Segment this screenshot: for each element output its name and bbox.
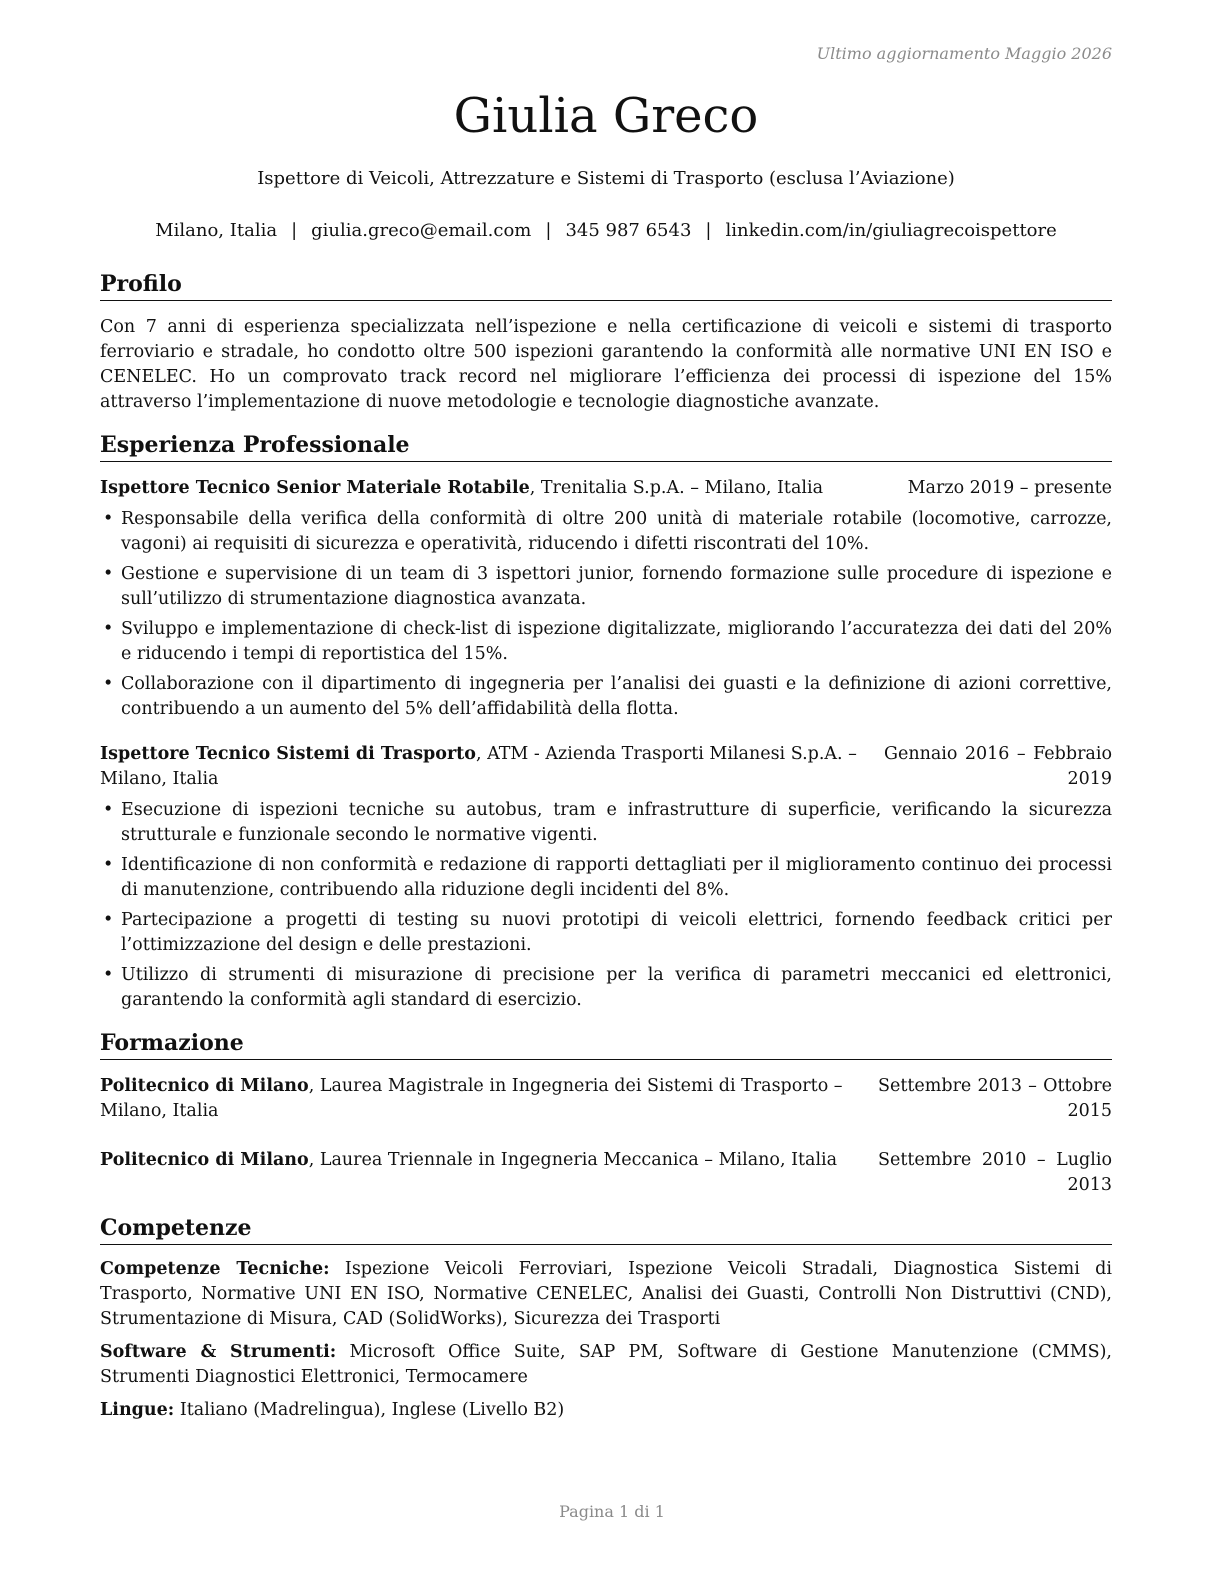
bullet-text: Collaborazione con il dipartimento di ingegneria per l’analisi dei guasti e la definizione di azioni correttive, contribuendo a un aumento del 5% dell’affidabilità della flotta. <box>121 674 1112 719</box>
contact-phone: 345 987 6543 <box>565 220 692 241</box>
skills-section <box>100 1214 1112 1423</box>
contact-separator: | <box>705 220 712 241</box>
skill-row <box>100 1398 1112 1423</box>
list-item <box>100 672 1112 722</box>
contact-line <box>100 218 1112 244</box>
education-school: Politecnico di Milano <box>100 1150 309 1170</box>
bullet-icon: • <box>103 674 114 694</box>
job-title: Ispettore di Veicoli, Attrezzature e Sistemi di Trasporto (esclusa l’Aviazione) <box>257 168 955 189</box>
bullet-icon: • <box>103 509 114 529</box>
bullet-text: Gestione e supervisione di un team di 3 ispettori junior, fornendo formazione sulle procedure di ispezione e sull’utilizzo di strumentazione diagnostica avanzata. <box>121 564 1112 609</box>
profile-section <box>100 270 1112 415</box>
job-bullets <box>100 798 1112 1013</box>
bullet-icon: • <box>103 564 114 584</box>
list-item <box>100 617 1112 667</box>
job-bullets <box>100 507 1112 722</box>
bullet-icon: • <box>103 965 114 985</box>
skill-text: Ispezione Veicoli Ferroviari, Ispezione Veicoli Stradali, Diagnostica Sistemi di Trasporto, Normative UNI EN ISO, Normative CENELEC, Analisi dei Guasti, Controlli Non Distruttivi (CND), Strumentazione di Misura, CAD (SolidWorks), Sicurezza dei Trasporti <box>100 1259 1112 1329</box>
education-title-line <box>100 1148 837 1173</box>
profile-heading: Profilo <box>100 270 1112 301</box>
job-entry <box>100 476 1112 722</box>
job-title-line <box>100 742 878 792</box>
skill-label: Software & Strumenti: <box>100 1342 337 1362</box>
job-role: Ispettore Tecnico Senior Materiale Rotabile <box>100 478 530 498</box>
education-header <box>100 1148 1112 1198</box>
profile-text: Con 7 anni di esperienza specializzata nell’ispezione e nella certificazione di veicoli e sistemi di trasporto ferroviario e stradale, ho condotto oltre 500 ispezioni garantendo la conformità alle normative UNI EN ISO e CENELEC. Ho un comprovato track record nel migliorare l’efficienza dei processi di ispezione del 15% attraverso l’implementazione di nuove metodologie e tecnologie diagnostiche avanzate. <box>100 317 1112 412</box>
job-org: , Trenitalia S.p.A. – Milano, Italia <box>529 478 824 498</box>
skill-label: Competenze Tecniche: <box>100 1259 330 1279</box>
job-dates: Marzo 2019 – presente <box>907 478 1112 498</box>
education-entry <box>100 1148 1112 1198</box>
bullet-text: Utilizzo di strumenti di misurazione di precisione per la verifica di parametri meccanici ed elettronici, garantendo la conformità agli standard di esercizio. <box>121 965 1112 1010</box>
job-title-line <box>100 476 823 501</box>
page-number: Pagina 1 di 1 <box>559 1502 665 1521</box>
last-updated: Ultimo aggiornamento Maggio 2026 <box>816 44 1112 63</box>
job-org: , ATM - Azienda Trasporti Milanesi S.p.A. – Milano, Italia <box>100 744 857 789</box>
education-title-line <box>100 1074 872 1124</box>
bullet-icon: • <box>103 910 114 930</box>
bullet-icon: • <box>103 800 114 820</box>
list-item <box>100 562 1112 612</box>
education-dates: Settembre 2010 – Luglio 2013 <box>878 1150 1112 1195</box>
contact-separator: | <box>291 220 298 241</box>
list-item <box>100 908 1112 958</box>
contact-separator: | <box>545 220 552 241</box>
resume-content <box>100 270 1112 1423</box>
job-entry <box>100 742 1112 1013</box>
list-item <box>100 853 1112 903</box>
contact-linkedin[interactable]: linkedin.com/in/giuliagrecoispettore <box>725 220 1057 241</box>
skills-heading: Competenze <box>100 1214 1112 1245</box>
job-role: Ispettore Tecnico Sistemi di Trasporto <box>100 744 476 764</box>
education-header <box>100 1074 1112 1124</box>
education-heading: Formazione <box>100 1029 1112 1060</box>
bullet-text: Responsabile della verifica della conformità di oltre 200 unità di materiale rotabile (locomotive, carrozze, vagoni) ai requisiti di sicurezza e operatività, riducendo i difetti riscontrati del 10%. <box>121 509 1112 554</box>
list-item <box>100 507 1112 557</box>
skill-label: Lingue: <box>100 1400 175 1420</box>
education-school: Politecnico di Milano <box>100 1076 309 1096</box>
bullet-icon: • <box>103 855 114 875</box>
job-header <box>100 476 1112 501</box>
education-dates: Settembre 2013 – Ottobre 2015 <box>878 1076 1112 1121</box>
job-dates: Gennaio 2016 – Febbraio 2019 <box>884 744 1112 789</box>
skill-text: Microsoft Office Suite, SAP PM, Software di Gestione Manutenzione (CMMS), Strumenti Diagnostici Elettronici, Termocamere <box>100 1342 1112 1387</box>
bullet-text: Partecipazione a progetti di testing su nuovi prototipi di veicoli elettrici, fornendo feedback critici per l’ottimizzazione del design e delle prestazioni. <box>121 910 1112 955</box>
education-section <box>100 1029 1112 1198</box>
education-entry <box>100 1074 1112 1124</box>
list-item <box>100 963 1112 1013</box>
skill-text: Italiano (Madrelingua), Inglese (Livello B2) <box>179 1400 565 1420</box>
skill-row <box>100 1340 1112 1390</box>
bullet-text: Sviluppo e implementazione di check-list di ispezione digitalizzate, migliorando l’accuratezza dei dati del 20% e riducendo i tempi di reportistica del 15%. <box>121 619 1112 664</box>
contact-email[interactable]: giulia.greco@email.com <box>311 220 532 241</box>
job-header <box>100 742 1112 792</box>
education-degree: , Laurea Magistrale in Ingegneria dei Sistemi di Trasporto – Milano, Italia <box>100 1076 843 1121</box>
education-degree: , Laurea Triennale in Ingegneria Meccanica – Milano, Italia <box>308 1150 838 1170</box>
experience-heading: Esperienza Professionale <box>100 431 1112 462</box>
contact-location: Milano, Italia <box>155 220 278 241</box>
list-item <box>100 798 1112 848</box>
skill-row <box>100 1257 1112 1332</box>
bullet-icon: • <box>103 619 114 639</box>
bullet-text: Esecuzione di ispezioni tecniche su autobus, tram e infrastrutture di superficie, verificando la sicurezza strutturale e funzionale secondo le normative vigenti. <box>121 800 1112 845</box>
bullet-text: Identificazione di non conformità e redazione di rapporti dettagliati per il miglioramento continuo dei processi di manutenzione, contribuendo alla riduzione degli incidenti del 8%. <box>121 855 1112 900</box>
candidate-name: Giulia Greco <box>453 88 759 144</box>
experience-section <box>100 431 1112 1013</box>
